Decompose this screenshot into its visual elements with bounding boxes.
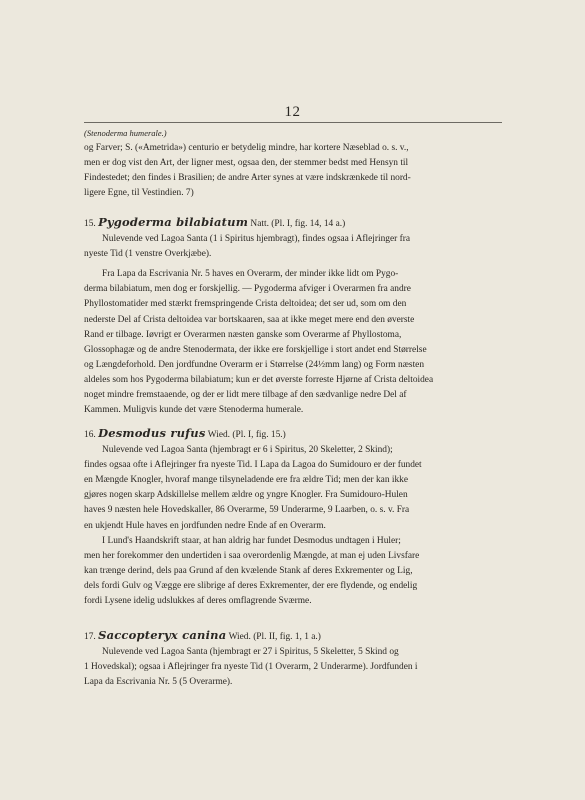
- paragraph-line: og Længdeforhold. Den jordfundne Overarm er i Størrelse (24½mm lang) og Form næsten: [84, 359, 425, 370]
- paragraph-line: gjøres nogen skarp Adskillelse mellem ældre og yngre Knogler. Fra Sumidouro-Hulen: [84, 490, 408, 501]
- intro-line: ligere Egne, til Vestindien. 7): [84, 188, 194, 199]
- section-number: 15.: [84, 219, 96, 229]
- intro-block: [84, 126, 502, 201]
- page-number: 12: [284, 104, 301, 120]
- species-author: Wied.: [207, 430, 231, 440]
- paragraph-line: Fra Lapa da Escrivania Nr. 5 haves en Overarm, der minder ikke lidt om Pygo-: [102, 269, 399, 280]
- paragraph-line: Lapa da Escrivania Nr. 5 (5 Overarme).: [84, 677, 233, 688]
- paragraph-line: nyeste Tid (1 venstre Overkjæbe).: [84, 249, 212, 260]
- paragraph-line: Phyllostomatider med stærkt fremspringende Crista deltoidea; det ser ud, som om den: [84, 299, 407, 310]
- paragraph-line: Glossophagæ og de andre Stenodermata, der ikke ere forskjellige i stort andet end Størrelse: [84, 344, 427, 355]
- paragraph-line: 1 Hovedskal); ogsaa i Aflejringer fra nyeste Tid (1 Overarm, 2 Underarme). Jordfunden i: [84, 662, 418, 673]
- species-author: Natt.: [250, 219, 269, 229]
- section-16: [84, 426, 502, 609]
- paragraph-line: Nulevende ved Lagoa Santa (hjembragt er 27 i Spiritus, 5 Skeletter, 5 Skind og: [102, 647, 399, 658]
- paragraph-line: noget mindre fremstaaende, og der er lidt mere tilbage af den sædvanlige nedre Del af: [84, 390, 407, 401]
- paragraph-line: en ukjendt Hule haves en jordfunden nedre Ende af en Overarm.: [84, 520, 326, 531]
- paragraph-line: Nulevende ved Lagoa Santa (hjembragt er 6 i Spiritus, 20 Skeletter, 2 Skind);: [102, 445, 393, 456]
- paragraph-line: Kammen. Muligvis kunde det være Stenoderma humerale.: [84, 405, 304, 416]
- paragraph-line: kan trænge derind, dels paa Grund af den kvælende Stank af deres Exkrementer og Lig,: [84, 565, 413, 576]
- paragraph-line: haves 9 næsten hele Hovedskaller, 86 Overarme, 59 Underarme, 9 Laarben, o. s. v. Fra: [84, 505, 410, 516]
- paragraph-line: fordi Lysene idelig udslukkes af deres omflagrende Sværme.: [84, 596, 312, 607]
- intro-line: og Farver; S. («Ametrida») centurio er betydelig mindre, har kortere Næseblad o. s. v.,: [84, 143, 409, 154]
- plate-reference: (Pl. I, fig. 15.): [232, 430, 286, 440]
- header-rule: [84, 122, 502, 123]
- paragraph-line: dels fordi Gulv og Vægge ere slibrige af deres Exkrementer, der ere flydende, og endelig: [84, 580, 418, 591]
- paragraph-line: derma bilabiatum, men dog er forskjellig. — Pygoderma afviger i Overarmen fra andre: [84, 284, 411, 295]
- section-heading: [84, 628, 502, 645]
- section-heading: [84, 426, 502, 443]
- paragraph-line: findes ogsaa ofte i Aflejringer fra nyeste Tid. I Lapa da Lagoa do Sumidouro er der fundet: [84, 460, 422, 471]
- paragraph-line: aldeles som hos Pygoderma bilabiatum; kun er det øverste forreste Hjørne af Crista deltoidea: [84, 374, 434, 385]
- paragraph-line: Nulevende ved Lagoa Santa (1 i Spiritus hjembragt), findes ogsaa i Aflejringer fra: [102, 234, 410, 245]
- section-number: 17.: [84, 632, 96, 642]
- species-name: Saccopteryx canina: [98, 628, 227, 642]
- section-number: 16.: [84, 430, 96, 440]
- species-name: Pygoderma bilabiatum: [98, 215, 249, 229]
- section-17: [84, 628, 502, 690]
- paragraph-line: men her forekommer den undertiden i saa overordenlig Mængde, at man ej uden Livsfare: [84, 550, 420, 561]
- species-author: Wied.: [228, 632, 251, 642]
- section-15: [84, 215, 502, 418]
- paragraph-line: en Mængde Knogler, hvoraf mange tilsyneladende ere fra ældre Tid; men der kan ikke: [84, 475, 409, 486]
- intro-line: Findestedet; den findes i Brasilien; de andre Arter synes at være indskrænkede til nord-: [84, 173, 411, 184]
- species-name: Desmodus rufus: [98, 426, 206, 440]
- plate-reference: (Pl. II, fig. 1, 1 a.): [253, 632, 321, 642]
- paragraph-line: I Lund's Haandskrift staar, at han aldrig har fundet Desmodus undtagen i Huler;: [102, 535, 401, 546]
- section-heading: [84, 215, 502, 232]
- running-reference: (Stenoderma humerale.): [84, 128, 167, 138]
- intro-line: men er dog vist den Art, der ligner mest, ogsaa den, der stemmer bedst med Hensyn til: [84, 158, 409, 169]
- paragraph-line: nederste Del af Crista deltoidea var bortskaaren, saa at ikke meget mere end den øverste: [84, 314, 415, 325]
- paragraph-line: Rand er tilbage. Iøvrigt er Overarmen næsten ganske som Overarme af Phyllostoma,: [84, 329, 402, 340]
- plate-reference: (Pl. I, fig. 14, 14 a.): [271, 219, 346, 229]
